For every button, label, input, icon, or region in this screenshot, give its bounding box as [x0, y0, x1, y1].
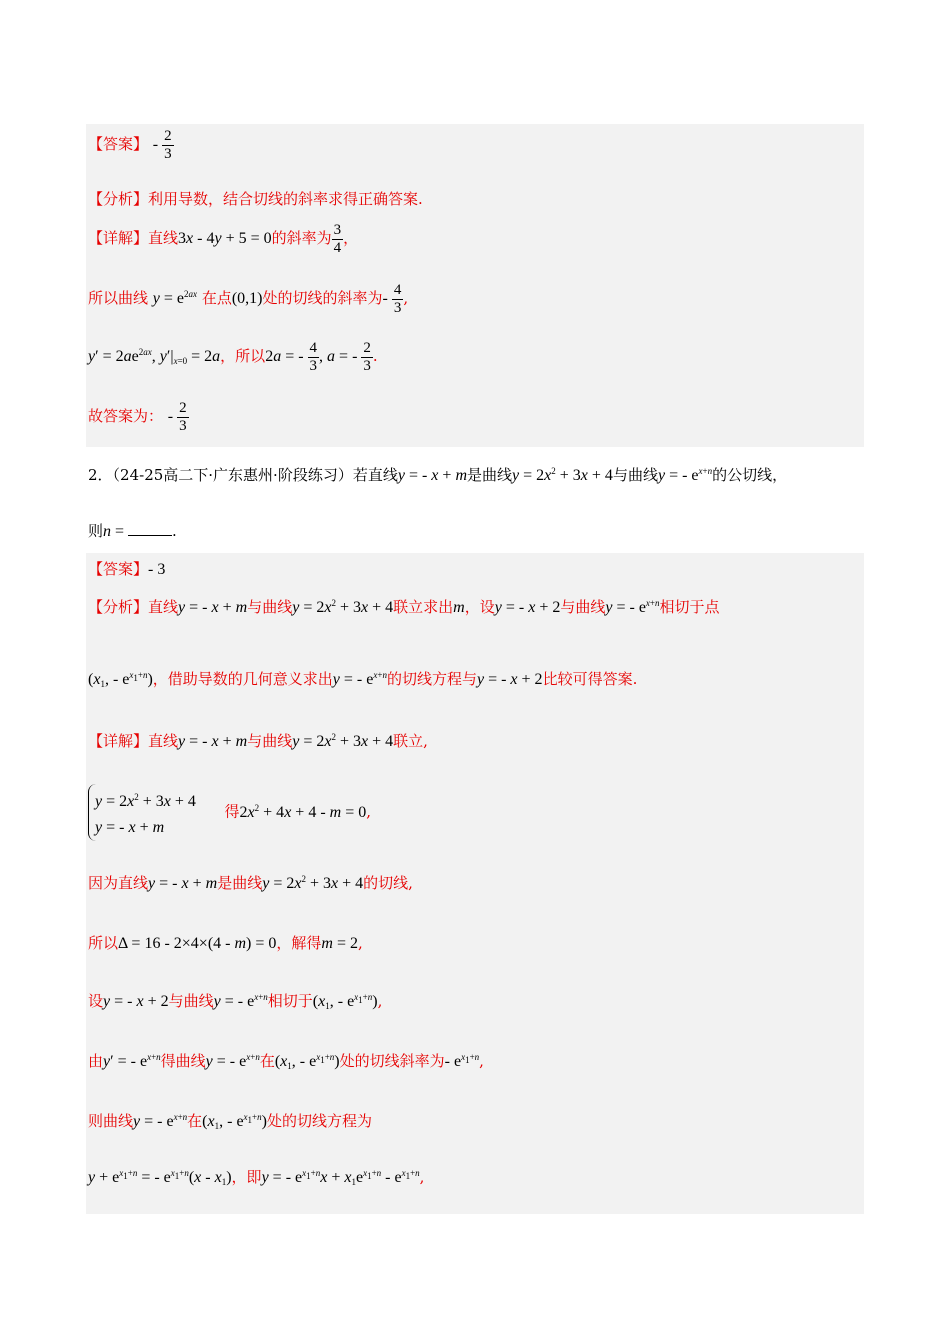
equation-system: $y = 2x^2 + 3x + 4$ y = - x + m — [88, 784, 196, 841]
tangent-reason-line: 因为直线y = - x + m是曲线$y = 2x^2 + 3x + 4$的切线, — [88, 874, 413, 892]
answer-tag: 【答案】 — [88, 560, 149, 578]
analysis-tag: 【分析】 — [88, 190, 149, 208]
tangent-eq-line: $y + e^{x_1+n}$ = - $e^{x_1+n}(x - x_1)$，即y = - $e^{x_1+n}x + x_1e^{x_1+n} - e^{x_1+n}$, — [88, 1168, 425, 1187]
answer-tag: 【答案】 — [88, 135, 149, 154]
detail-tag: 【详解】 — [88, 732, 149, 750]
tangent-eq-intro-line: 则曲线y = - $e^{x+n}$在($x_1$, - $e^{x_1+n}$)处的切线方程为 — [88, 1112, 372, 1131]
slope-line: 由y′ = - $e^{x+n}$得曲线y = - $e^{x+n}$在($x_1$, - $e^{x_1+n}$)处的切线斜率为- $e^{x_1+n}$, — [88, 1052, 484, 1071]
question-2-line-1: 2．（24-25高二下·广东惠州·阶段练习）若直线y = - x + m是曲线$y = 2x^2 + 3x + 4$与曲线y = - $e^{x+n}$的公切线， — [88, 466, 788, 484]
answer-blank — [128, 535, 172, 536]
equation-system-line: $y = 2x^2 + 3x + 4$ y = - x + m 得$2x^2 + 4x + 4 - m = 0$, — [88, 784, 371, 841]
analysis-line-2b: ($x_1$, - $e^{x_1+n}$)，借助导数的几何意义求出y = - $e^{x+n}$的切线方程与y = - x + 2比较可得答案. — [88, 670, 638, 689]
discriminant-line: 所以Δ = 16 - 2×4×(4 - m) = 0，解得m = 2, — [88, 934, 363, 952]
analysis-tag: 【分析】 — [88, 598, 149, 616]
detail-line-1: 【详解】直线3x - 4y + 5 = 0的斜率为 $\frac{3}{4}$ ， — [88, 222, 359, 256]
question-2-line-2: 则n = . — [88, 522, 177, 540]
tangent-point-line: 设y = - x + 2与曲线y = - $e^{x+n}$相切于($x_1$, - $e^{x_1+n}$), — [88, 992, 383, 1011]
derivative-line: $y' = 2ae^{2ax}$, $y'|_{x=0} = 2a$，所以2a = - $\frac{4}{3}$ , a = - $\frac{2}{3}$ . — [88, 340, 378, 374]
question-number: 2． — [88, 466, 113, 484]
detail-line-2: 【详解】直线y = - x + m与曲线$y = 2x^2 + 3x + 4$联立, — [88, 732, 428, 750]
analysis-line-2: 【分析】直线y = - x + m与曲线$y = 2x^2 + 3x + 4$联立求出m，设y = - x + 2与曲线y = - $e^{x+n}$相切于点 — [88, 598, 720, 616]
analysis-text: 利用导数，结合切线的斜率求得正确答案. — [148, 190, 423, 208]
analysis-line-1 — [88, 188, 423, 209]
final-answer-line-1: 故答案为： - $\frac{2}{3}$ — [88, 400, 187, 434]
curve-slope-line: 所以曲线 $y = e^{2ax}$ 在点(0,1)处的切线的斜率为- $\frac{4}{3}$ , — [88, 282, 409, 316]
question-source: （24-25高二下·广东惠州·阶段练习）若直线 — [112, 466, 398, 484]
detail-tag: 【详解】 — [88, 229, 149, 248]
answer-line-1: 【答案】 - $\frac{2}{3}$ — [88, 128, 172, 162]
answer-line-2 — [88, 558, 165, 579]
answer-value: - 3 — [148, 561, 166, 578]
